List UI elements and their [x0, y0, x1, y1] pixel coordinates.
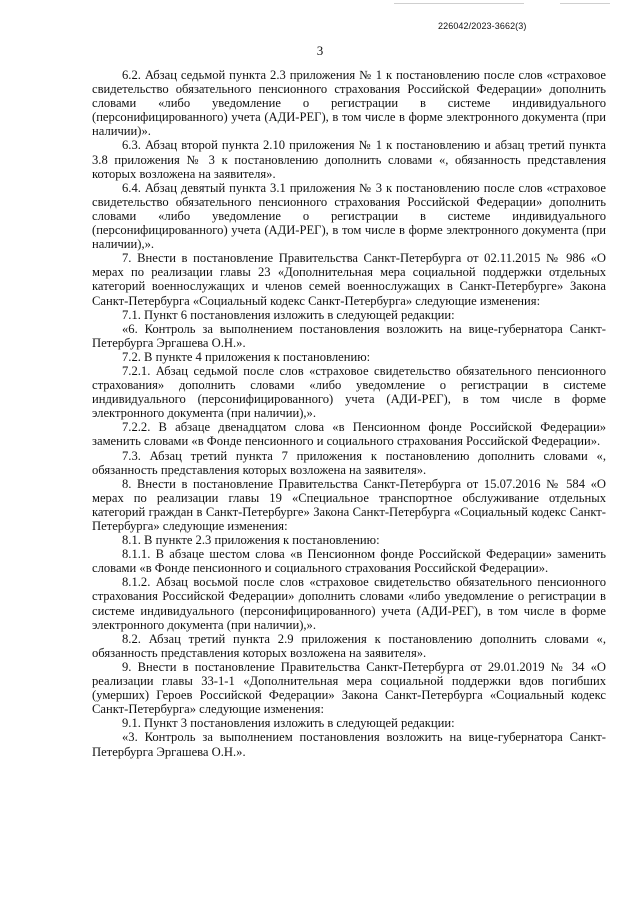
document-number: 226042/2023-3662(3): [438, 21, 527, 31]
paragraph-7-2: 7.2. В пункте 4 приложения к постановлению:: [122, 349, 371, 364]
paragraph-8-2: 8.2. Абзац третий пункта 2.9 приложения к постановлению дополнить словами «, обязанность представления которых возложена на заявителя».: [92, 631, 606, 660]
paragraph-6-4: 6.4. Абзац девятый пункта 3.1 приложения № 3 к постановлению после слов «страховое свидетельство обязательного пенсионного страхования Российской Федерации» дополнить словами «либо уведомление о регистрации в системе индивидуального (персонифицированного) учета (АДИ-РЕГ), в том числе в форме электронного документа (при наличии),».: [92, 180, 606, 252]
paragraph-9-1: 9.1. Пункт 3 постановления изложить в следующей редакции:: [122, 716, 455, 731]
paragraph-7-1: 7.1. Пункт 6 постановления изложить в следующей редакции:: [122, 307, 455, 322]
paragraph-7: 7. Внести в постановление Правительства Санкт-Петербурга от 02.11.2015 № 986 «О мерах по реализации главы 23 «Дополнительная мера социальной поддержки отдельных категорий военнослужащих и членов семей военнослужащих в Санкт-Петербурге» Закона Санкт-Петербурга «Социальный кодекс Санкт-Петербурга» следующие изменения:: [92, 251, 606, 308]
page-number: 3: [316, 43, 324, 58]
document-body: [92, 68, 606, 759]
paragraph-7-1-text: «6. Контроль за выполнением постановления возложить на вице-губернатора Санкт-Петербурга Эргашева О.Н.».: [92, 321, 606, 350]
paragraph-6-3: 6.3. Абзац второй пункта 2.10 приложения № 1 к постановлению и абзац третий пункта 3.8 приложения № 3 к постановлению дополнить словами «, обязанность представления которых возложена на заявителя».: [92, 138, 606, 181]
paragraph-8-1-1: 8.1.1. В абзаце шестом слова «в Пенсионном фонде Российской Федерации» заменить словами «в Фонде пенсионного и социального страхования Российской Федерации».: [92, 547, 606, 576]
paragraph-9-1-text: «3. Контроль за выполнением постановления возложить на вице-губернатора Санкт-Петербурга Эргашева О.Н.».: [92, 730, 606, 759]
paragraph-8-1-2: 8.1.2. Абзац восьмой после слов «страховое свидетельство обязательного пенсионного страхования Российской Федерации» дополнить словами «либо уведомление о регистрации в системе индивидуального (персонифицированного) учета (АДИ-РЕГ), в том числе в форме электронного документа (при наличии),».: [92, 575, 606, 632]
paragraph-8: 8. Внести в постановление Правительства Санкт-Петербурга от 15.07.2016 № 584 «О мерах по реализации главы 19 «Специальное транспортное обслуживание отдельных категорий граждан в Санкт-Петербурге» Закона Санкт-Петербурга «Социальный кодекс Санкт-Петербурга» следующие изменения:: [92, 476, 606, 533]
paragraph-7-3: 7.3. Абзац третий пункта 7 приложения к постановлению дополнить словами «, обязанность представления которых возложена на заявителя».: [92, 448, 606, 477]
top-divider-short: [560, 3, 610, 4]
paragraph-8-1: 8.1. В пункте 2.3 приложения к постановлению:: [122, 533, 380, 548]
paragraph-9: 9. Внести в постановление Правительства Санкт-Петербурга от 29.01.2019 № 34 «О реализации главы 33-1-1 «Дополнительная мера социальной поддержки вдов погибших (умерших) Героев Российской Федерации» Закона Санкт-Петербурга «Социальный кодекс Санкт-Петербурга» следующие изменения:: [92, 659, 606, 717]
paragraph-7-2-2: 7.2.2. В абзаце двенадцатом слова «в Пенсионном фонде Российской Федерации» заменить словами «в Фонде пенсионного и социального страхования Российской Федерации».: [92, 420, 606, 449]
top-divider: [394, 3, 524, 4]
paragraph-7-2-1: 7.2.1. Абзац седьмой после слов «страховое свидетельство обязательного пенсионного страхования» дополнить словами «либо уведомление о регистрации в системе индивидуального (персонифицированного) учета (АДИ-РЕГ), в том числе в форме электронного документа (при наличии),».: [92, 363, 606, 421]
paragraph-6-2: 6.2. Абзац седьмой пункта 2.3 приложения № 1 к постановлению после слов «страховое свидетельство обязательного пенсионного страхования Российской Федерации» дополнить словами «либо уведомление о регистрации в системе индивидуального (персонифицированного) учета (АДИ-РЕГ), в том числе в форме электронного документа (при наличии)».: [92, 68, 606, 139]
